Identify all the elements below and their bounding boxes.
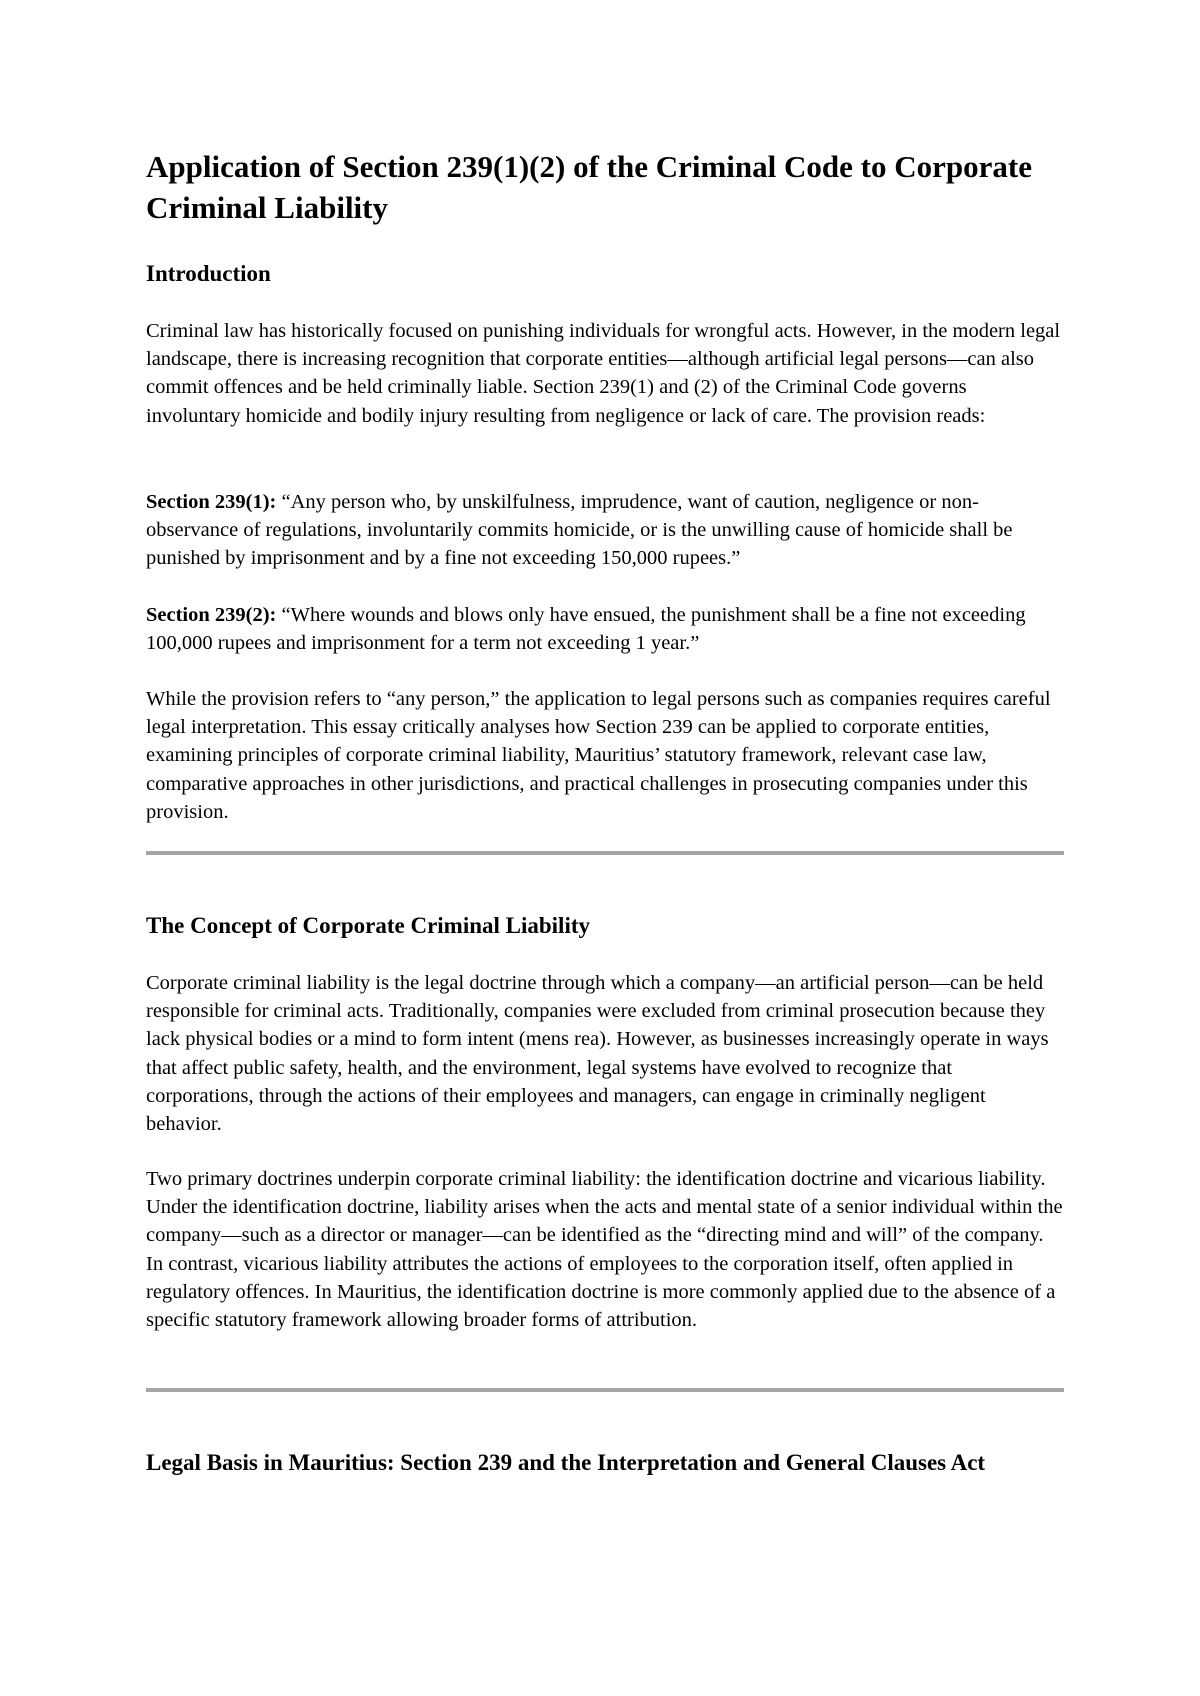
section-divider <box>146 1388 1064 1392</box>
concept-paragraph-1: Corporate criminal liability is the legal doctrine through which a company—an artificial person—can be held responsible for criminal acts. Traditionally, companies were excluded from criminal prosecution because they lack physical bodies or a mind to form intent (mens rea). However, as businesses increasingly operate in ways that affect public safety, health, and the environment, legal systems have evolved to recognize that corporations, through the actions of their employees and managers, can engage in criminally negligent behavior. <box>146 972 1049 1136</box>
document-title: Application of Section 239(1)(2) of the Criminal Code to Corporate Criminal Liability <box>146 149 1032 225</box>
heading-corporate-criminal-liability: The Concept of Corporate Criminal Liability <box>146 913 590 938</box>
section-239-1-text: “Any person who, by unskilfulness, imprudence, want of caution, negligence or non-observance of regulations, involuntarily commits homicide, or is the unwilling cause of homicide shall be punished by imprisonment and by a fine not exceeding 150,000 rupees.” <box>146 491 1013 570</box>
section-239-2-label: Section 239(2): <box>146 604 277 626</box>
introduction-paragraph-1: Criminal law has historically focused on punishing individuals for wrongful acts. However, in the modern legal landscape, there is increasing recognition that corporate entities—although artificial legal persons—can also commit offences and be held criminally liable. Section 239(1) and (2) of the Criminal Code governs involuntary homicide and bodily injury resulting from negligence or lack of care. The provision reads: <box>146 320 1061 427</box>
section-239-2-text: “Where wounds and blows only have ensued, the punishment shall be a fine not exceeding 100,000 rupees and imprisonment for a term not exceeding 1 year.” <box>146 604 1026 655</box>
concept-paragraph-2: Two primary doctrines underpin corporate criminal liability: the identification doctrine and vicarious liability. Under the identification doctrine, liability arises when the acts and mental state of a senior individual within the company—such as a director or manager—can be identified as the “directing mind and will” of the company. In contrast, vicarious liability attributes the actions of employees to the corporation itself, often applied in regulatory offences. In Mauritius, the identification doctrine is more commonly applied due to the absence of a specific statutory framework allowing broader forms of attribution. <box>146 1168 1063 1332</box>
section-239-1-quote <box>146 488 1064 573</box>
section-239-1-label: Section 239(1): <box>146 491 277 513</box>
introduction-paragraph-2: While the provision refers to “any person,” the application to legal persons such as companies requires careful legal interpretation. This essay critically analyses how Section 239 can be applied to corporate entities, examining principles of corporate criminal liability, Mauritius’ statutory framework, relevant case law, comparative approaches in other jurisdictions, and practical challenges in prosecuting companies under this provision. <box>146 688 1051 823</box>
section-divider <box>146 851 1064 855</box>
heading-introduction: Introduction <box>146 261 271 286</box>
heading-legal-basis-mauritius: Legal Basis in Mauritius: Section 239 and the Interpretation and General Clauses Act <box>146 1450 986 1475</box>
section-239-2-quote <box>146 601 1064 657</box>
